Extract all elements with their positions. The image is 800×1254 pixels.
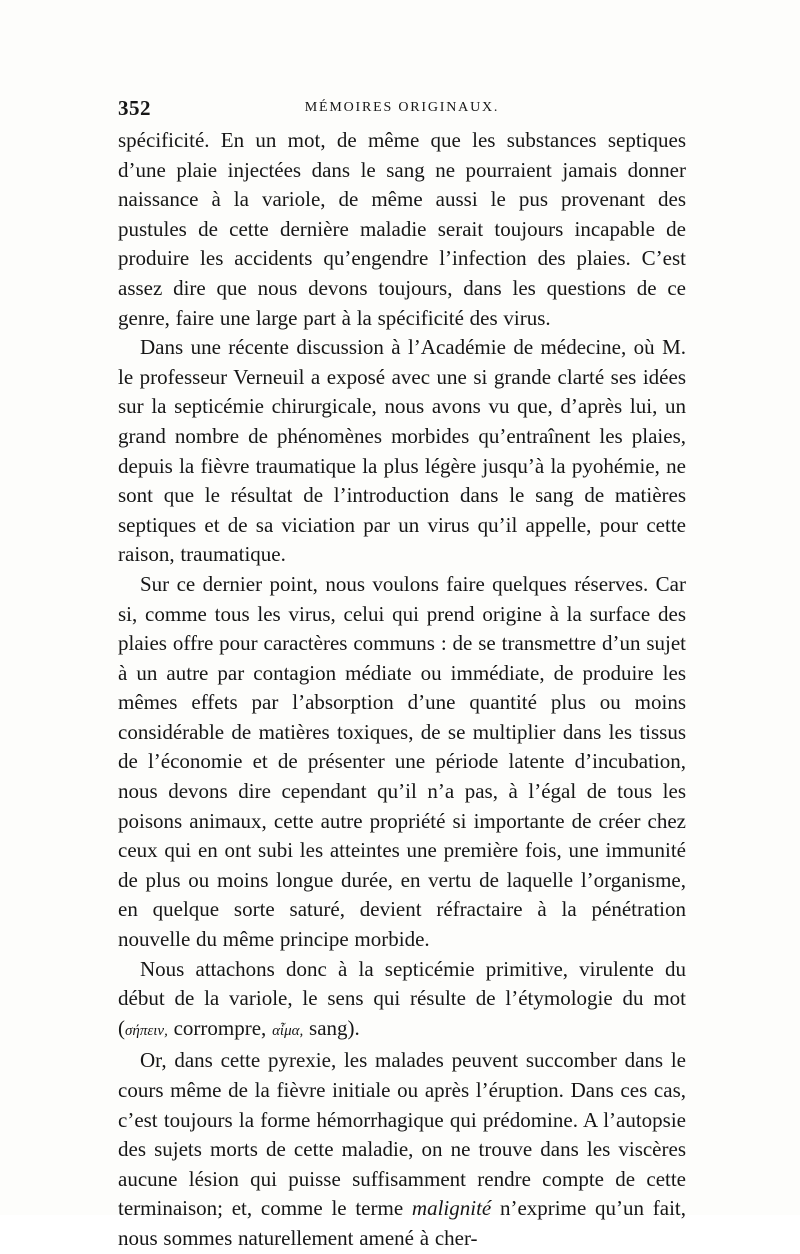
paragraph-4	[118, 955, 686, 1047]
italic-word-malignite: malignité	[411, 1196, 492, 1221]
paragraph-4-text-a: Nous attachons donc à la septicémie primitive, virulente du début de la variole, le sens qui résulte de l’étymologie du mot (	[118, 956, 686, 1040]
paragraph-5-text-b: n’exprime qu’un fait, nous sommes naturellement amené à cher-	[118, 1196, 687, 1250]
paragraph-5-text-a: Or, dans cette pyrexie, les malades peuvent succomber dans le cours même de la fièvre initiale ou après l’éruption. Dans ces cas, c’est toujours la forme hémorrhagique qui prédomine. A l’autopsie des sujets morts de cette maladie, on ne trouve dans les viscères aucune lésion qui puisse suffisamment rendre compte de cette terminaison; et, comme le terme	[118, 1048, 686, 1221]
paragraph-1: spécificité. En un mot, de même que les substances septiques d’une plaie injectées dans le sang ne pourraient jamais donner naissance à la variole, de même aussi le pus provenant des pustules de cette dernière maladie serait toujours incapable de produire les accidents qu’engendre l’infection des plaies. C’est assez dire que nous devons toujours, dans les questions de ce genre, faire une large part à la spécificité des virus.	[118, 128, 686, 330]
paragraph-4-text-c: sang).	[303, 1015, 360, 1040]
body-text	[118, 126, 686, 1254]
greek-word-haima: αἷμα,	[272, 1022, 304, 1039]
paragraph-5	[118, 1046, 686, 1253]
paragraph-3: Sur ce dernier point, nous voulons faire quelques réserves. Car si, comme tous les virus, celui qui prend origine à la surface des plaies offre pour caractères communs : de se transmettre d’un sujet à un autre par contagion médiate ou immédiate, de produire les mêmes effets par l’absorption d’une quantité plus ou moins considérable de matières toxiques, de se multiplier dans les tissus de l’économie et de présenter une période latente d’incubation, nous devons dire cependant qu’il n’a pas, à l’égal de tous les poisons animaux, cette autre propriété si importante de créer chez ceux qui en ont subi les atteintes une première fois, une immunité de plus ou moins longue durée, en vertu de laquelle l’organisme, en quelque sorte saturé, devient réfractaire à la pénétration nouvelle du même principe morbide.	[118, 571, 686, 952]
paragraph-2: Dans une récente discussion à l’Académie de médecine, où M. le professeur Verneuil a exposé avec une si grande clarté ses idées sur la septicémie chirurgicale, nous avons vu que, d’après lui, un grand nombre de phénomènes morbides qu’entraînent les plaies, depuis la fièvre traumatique la plus légère jusqu’à la pyohémie, ne sont que le résultat de l’introduction dans le sang de matières septiques et de sa viciation par un virus qu’il appelle, pour cette raison, traumatique.	[118, 335, 686, 567]
paragraph-4-text-b: corrompre,	[167, 1015, 273, 1040]
running-title: MÉMOIRES ORIGINAUX.	[304, 100, 500, 115]
page-number: 352	[118, 96, 151, 120]
running-head	[118, 96, 686, 120]
greek-word-septein: σήπειν,	[125, 1022, 168, 1039]
